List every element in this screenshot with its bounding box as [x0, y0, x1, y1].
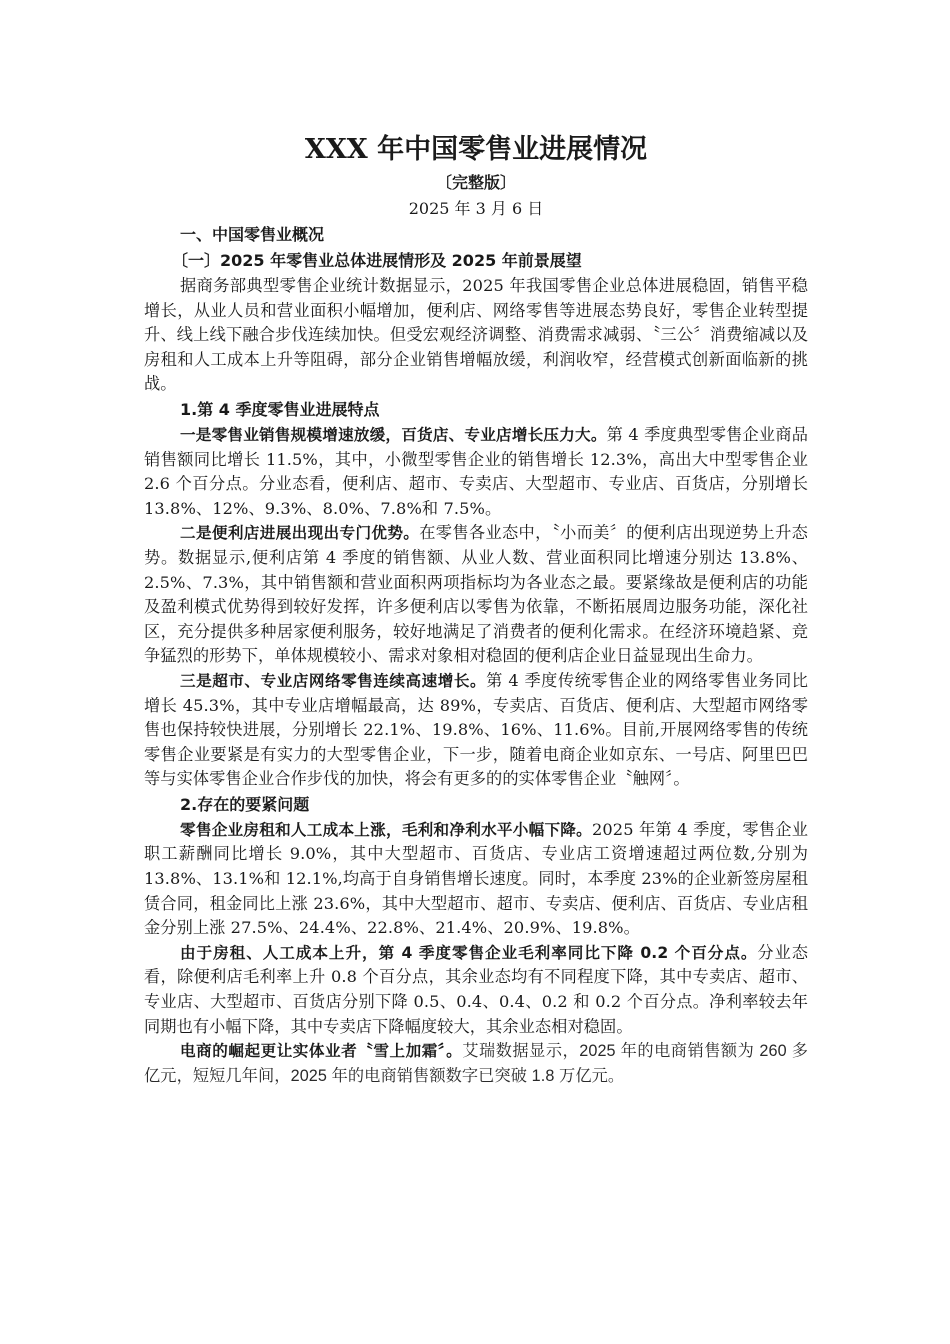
document-page [144, 130, 808, 1088]
document-date: 2025 年 3 月 6 日 [408, 199, 544, 218]
paragraph-lead: 一是零售业销售规模增速放缓，百货店、专业店增长压力大。 [180, 425, 607, 444]
paragraph-lead: 电商的崛起更让实体业者〝雪上加霜〞。 [180, 1042, 463, 1061]
paragraph-cost-rise [144, 818, 808, 941]
paragraph-body: 第 4 季度典型零售企业商品销售额同比增长 11.5%，其中，小微型零售企业的销售增长 12.3%，高出大中型零售企业 2.6 个百分点。分业态看，便利店、超市、专卖店、大型超市、专业店、百货店，分别增长 13.8%、12%、9.3%、8.0%、7.8%和 7.5%。 [144, 424, 809, 518]
heading-main-problems: 2.存在的要紧问题 [180, 794, 310, 814]
section-heading-overview: 一、中国零售业概况 [180, 225, 325, 244]
paragraph-ecommerce-rise [144, 1039, 808, 1088]
paragraph-lead: 零售企业房租和人工成本上涨，毛利和净利水平小幅下降。 [180, 820, 592, 839]
subsection-heading-overall: 〔一〕2025 年零售业总体进展情形及 2025 年前景展望 [172, 251, 582, 270]
paragraph-body: 在零售各业态中，〝小而美〞的便利店出现逆势上升态势。数据显示,便利店第 4 季度的销售额、从业人数、营业面积同比增速分别达 13.8%、2.5%、7.3%，其中销售额和营业面积两项指标均为各业态之最。要紧缘故是便利店的功能及盈利模式优势得到较好发挥，许多便利店以零售为依靠，不断拓展周边服务功能，深化社区，充分提供多种居家便利服务，较好地满足了消费者的便利化需求。在经济环境趋紧、竞争猛烈的形势下，单体规模较小、需求对象相对稳固的便利店企业日益显现出生命力。 [144, 523, 808, 666]
paragraph-lead: 二是便利店进展出现出专门优势。 [180, 524, 420, 543]
intro-paragraph: 据商务部典型零售企业统计数据显示，2025 年我国零售企业总体进展稳固，销售平稳增长，从业人员和营业面积小幅增加，便利店、网络零售等进展态势良好，零售企业转型提升、线上线下融合步伐连续加快。但受宏观经济调整、消费需求减弱、〝三公〞消费缩减以及房租和人工成本上升等阻碍，部分企业销售增幅放缓，利润收窄，经营模式创新面临新的挑战。 [144, 276, 808, 394]
paragraph-online-retail [144, 669, 808, 792]
paragraph-convenience-stores [144, 521, 808, 669]
paragraph-margin-decline [144, 941, 808, 1039]
paragraph-lead: 三是超市、专业店网络零售连续高速增长。 [180, 671, 487, 690]
document-subtitle: 〔完整版〕 [435, 173, 516, 192]
paragraph-body: 艾瑞数据显示，2025 年的电商销售额为 260 多亿元，短短几年间，2025 年的电商销售额数字已突破 1.8 万亿元。 [144, 1042, 808, 1085]
paragraph-body: 第 4 季度传统零售企业的网络零售业务同比增长 45.3%，其中专业店增幅最高，达 89%，专卖店、百货店、便利店、大型超市网络零售也保持较快进展，分别增长 22.1%、19.8%、16%、11.6%。目前,开展网络零售的传统零售企业要紧是有实力的大型零售企业，下一步，随着电商企业如京东、一号店、阿里巴巴等与实体零售企业合作步伐的加快，将会有更多的的实体零售企业〝触网〞。 [144, 670, 808, 789]
paragraph-body: 2025 年第 4 季度，零售企业职工薪酬同比增长 9.0%，其中大型超市、百货店、专业店工资增速超过两位数,分别为 13.8%、13.1%和 12.1%,均高于自身销售增长速度。同时，本季度 23%的企业新签房屋租赁合同，租金同比上涨 23.6%，其中大型超市、超市、专卖店、便利店、百货店、专业店租金分别上涨 27.5%、24.4%、22.8%、21.4%、20.9%、19.8%。 [144, 819, 808, 938]
paragraph-sales-growth [144, 423, 808, 521]
paragraph-lead: 由于房租、人工成本上升，第 4 季度零售企业毛利率同比下降 0.2 个百分点。 [180, 943, 758, 962]
document-title: XXX 年中国零售业进展情况 [304, 134, 648, 165]
paragraph-body: 分业态看，除便利店毛利率上升 0.8 个百分点，其余业态均有不同程度下降，其中专卖店、超市、专业店、大型超市、百货店分别下降 0.5、0.4、0.4、0.2 和 0.2 个百分点。净利率较去年同期也有小幅下降，其中专卖店下降幅度较大，其余业态相对稳固。 [144, 942, 808, 1036]
heading-quarter-features: 1.第 4 季度零售业进展特点 [180, 399, 380, 419]
